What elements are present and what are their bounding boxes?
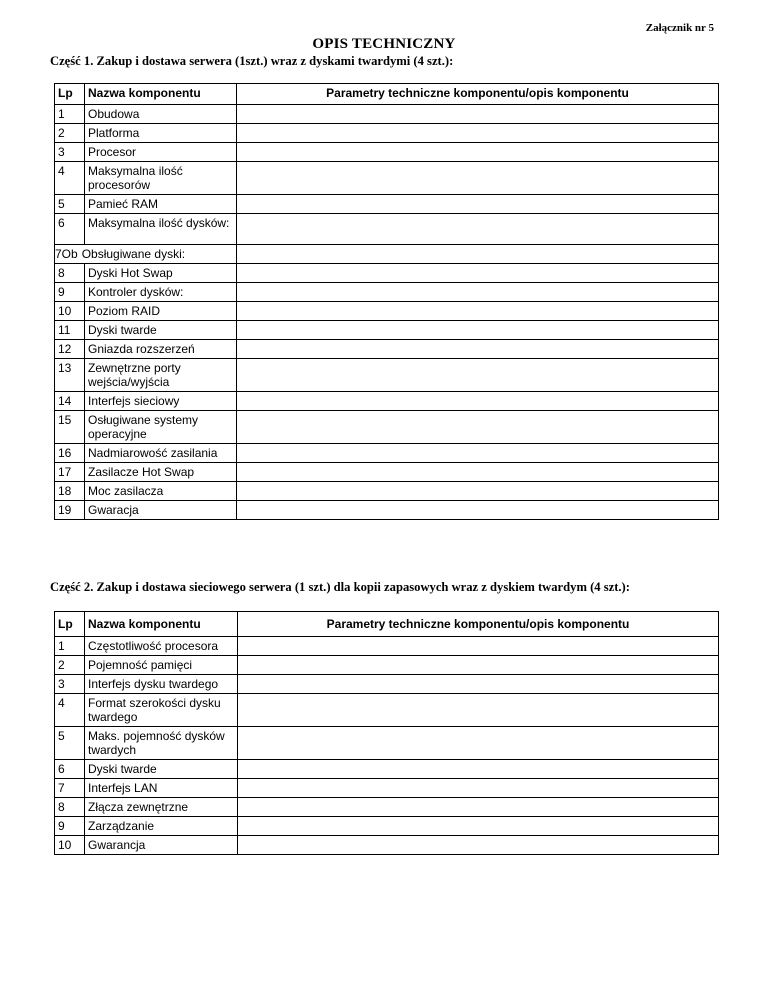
row-lp: 9 (55, 817, 85, 836)
row-lp: 15 (55, 411, 85, 444)
row-component-name: Maks. pojemność dysków twardych (85, 727, 238, 760)
table-row (55, 817, 719, 836)
row-lp: 6 (55, 760, 85, 779)
row-params-field[interactable] (237, 245, 719, 264)
table-row (55, 444, 719, 463)
row-component-name: Dyski Hot Swap (85, 264, 237, 283)
row-lp: 1 (55, 637, 85, 656)
row-params-field[interactable] (237, 321, 719, 340)
row-params-field[interactable] (237, 463, 719, 482)
row-component-name: Interfejs dysku twardego (85, 675, 238, 694)
table-row (55, 245, 719, 264)
row-lp: 3 (55, 143, 85, 162)
row-lp: 8 (55, 798, 85, 817)
table-row (55, 124, 719, 143)
row-params-field[interactable] (237, 359, 719, 392)
table-row (55, 359, 719, 392)
row-params-field[interactable] (238, 779, 719, 798)
row-component-name: Pojemność pamięci (85, 656, 238, 675)
row-lp: 10 (55, 302, 85, 321)
row-component-name: Maksymalna ilość dysków: (85, 214, 237, 245)
row-params-field[interactable] (237, 444, 719, 463)
part2-table (54, 611, 719, 855)
table-row (55, 283, 719, 302)
row-params-field[interactable] (237, 411, 719, 444)
row-params-field[interactable] (237, 392, 719, 411)
row-params-field[interactable] (238, 656, 719, 675)
row-lp: 2 (55, 656, 85, 675)
col-header-params: Parametry techniczne komponentu/opis komponentu (237, 84, 719, 105)
row-component-name: Zewnętrzne porty wejścia/wyjścia (85, 359, 237, 392)
col-header-lp: Lp (55, 612, 85, 637)
row-lp: 19 (55, 501, 85, 520)
row-params-field[interactable] (237, 283, 719, 302)
row-component-name: Gniazda rozszerzeń (85, 340, 237, 359)
row-component-name: Maksymalna ilość procesorów (85, 162, 237, 195)
row-component-name: Zasilacze Hot Swap (85, 463, 237, 482)
row-component-name: Interfejs LAN (85, 779, 238, 798)
row-params-field[interactable] (237, 124, 719, 143)
table-row (55, 798, 719, 817)
row-component-name: Interfejs sieciowy (85, 392, 237, 411)
table-row (55, 143, 719, 162)
row-params-field[interactable] (238, 760, 719, 779)
row-lp: 9 (55, 283, 85, 302)
row-component-name: Częstotliwość procesora (85, 637, 238, 656)
table-row (55, 162, 719, 195)
row-params-field[interactable] (238, 798, 719, 817)
row-params-field[interactable] (237, 195, 719, 214)
row-params-field[interactable] (237, 105, 719, 124)
table-row (55, 463, 719, 482)
table-row (55, 321, 719, 340)
row-lp: 8 (55, 264, 85, 283)
table-row (55, 195, 719, 214)
row-lp: 13 (55, 359, 85, 392)
row-component-name: Moc zasilacza (85, 482, 237, 501)
part2-heading: Część 2. Zakup i dostawa sieciowego serwera (1 szt.) dla kopii zapasowych wraz z dyskiem twardym (4 szt.): (50, 580, 630, 594)
row-component-name: Pamieć RAM (85, 195, 237, 214)
row-component-name: Złącza zewnętrzne (85, 798, 238, 817)
table-row (55, 302, 719, 321)
col-header-params: Parametry techniczne komponentu/opis komponentu (238, 612, 719, 637)
row-lp: 18 (55, 482, 85, 501)
row-params-field[interactable] (238, 637, 719, 656)
table-row (55, 727, 719, 760)
part1-heading: Część 1. Zakup i dostawa serwera (1szt.) wraz z dyskami twardymi (4 szt.): (50, 54, 454, 68)
row-params-field[interactable] (238, 817, 719, 836)
row-component-name: Obsługiwane dyski: (81, 247, 186, 261)
table-row (55, 694, 719, 727)
row-lp: 12 (55, 340, 85, 359)
row-lp: 7 (55, 779, 85, 798)
table-row (55, 779, 719, 798)
row-params-field[interactable] (237, 340, 719, 359)
row-component-name: Gwarancja (85, 836, 238, 855)
row-component-name: Gwaracja (85, 501, 237, 520)
row-component-name: Zarządzanie (85, 817, 238, 836)
row-params-field[interactable] (238, 727, 719, 760)
row-lp: 6 (55, 214, 85, 245)
table-row (55, 836, 719, 855)
table-row (55, 656, 719, 675)
row-lp: 10 (55, 836, 85, 855)
annex-label: Załącznik nr 5 (645, 22, 714, 34)
table-row (55, 411, 719, 444)
table-row (55, 214, 719, 245)
col-header-name: Nazwa komponentu (85, 612, 238, 637)
row-component-name: Platforma (85, 124, 237, 143)
table-header-row (55, 84, 719, 105)
row-component-name: Nadmiarowość zasilania (85, 444, 237, 463)
row-lp: 5 (55, 195, 85, 214)
row-lp (55, 245, 237, 264)
row-lp: 4 (55, 694, 85, 727)
row-lp: 14 (55, 392, 85, 411)
table-row (55, 760, 719, 779)
table-header-row (55, 612, 719, 637)
row-component-name: Kontroler dysków: (85, 283, 237, 302)
table-row (55, 340, 719, 359)
row-lp: 3 (55, 675, 85, 694)
row-lp: 5 (55, 727, 85, 760)
row-lp: 11 (55, 321, 85, 340)
table-row (55, 105, 719, 124)
col-header-name: Nazwa komponentu (85, 84, 237, 105)
row-lp: 16 (55, 444, 85, 463)
row-component-name: Procesor (85, 143, 237, 162)
row-params-field[interactable] (237, 264, 719, 283)
row-component-name: Dyski twarde (85, 760, 238, 779)
row-params-field[interactable] (237, 214, 719, 245)
table-row (55, 675, 719, 694)
col-header-lp: Lp (55, 84, 85, 105)
row-component-name: Poziom RAID (85, 302, 237, 321)
row-params-field[interactable] (237, 482, 719, 501)
row-lp: 17 (55, 463, 85, 482)
table-row (55, 501, 719, 520)
table-row (55, 264, 719, 283)
row-lp: 2 (55, 124, 85, 143)
row-lp: 1 (55, 105, 85, 124)
row-lp: 7Ob (55, 247, 78, 261)
row-params-field[interactable] (238, 836, 719, 855)
row-params-field[interactable] (238, 694, 719, 727)
row-component-name: Dyski twarde (85, 321, 237, 340)
row-params-field[interactable] (238, 675, 719, 694)
row-params-field[interactable] (237, 143, 719, 162)
row-params-field[interactable] (237, 501, 719, 520)
row-lp: 4 (55, 162, 85, 195)
row-component-name: Osługiwane systemy operacyjne (85, 411, 237, 444)
table-row (55, 392, 719, 411)
row-component-name: Format szerokości dysku twardego (85, 694, 238, 727)
table-row (55, 482, 719, 501)
part1-table (54, 83, 719, 520)
row-params-field[interactable] (237, 162, 719, 195)
row-component-name: Obudowa (85, 105, 237, 124)
row-params-field[interactable] (237, 302, 719, 321)
table-row (55, 637, 719, 656)
document-title: OPIS TECHNICZNY (312, 36, 456, 52)
